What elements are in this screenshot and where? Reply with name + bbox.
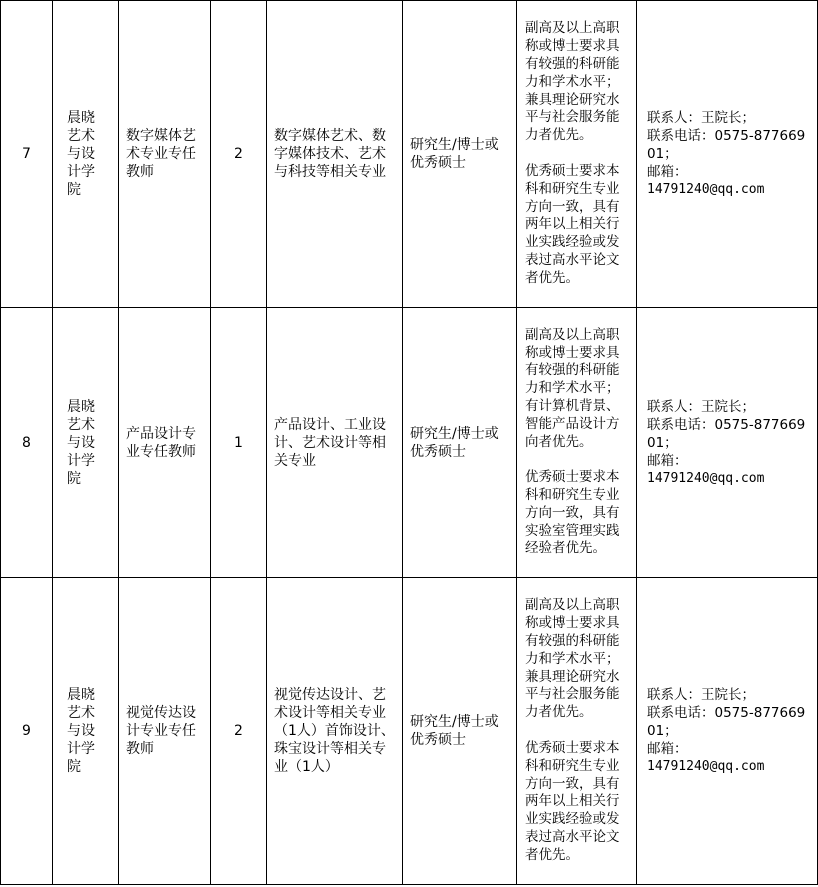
major-requirement: 视觉传达设计、艺术设计等相关专业（1人）首饰设计、珠宝设计等相关专业（1人） <box>267 578 403 885</box>
contact-email-label: 邮箱： <box>647 741 688 757</box>
contact-email: 14791240@qq.com <box>647 759 765 774</box>
hiring-unit: 晨晓艺术与设计学院 <box>53 1 119 308</box>
headcount: 1 <box>211 308 267 578</box>
contact-email-label: 邮箱： <box>647 164 688 180</box>
contact-info <box>637 1 818 308</box>
row-number: 8 <box>1 308 53 578</box>
table-row <box>1 578 818 885</box>
position-name: 视觉传达设计专业专任教师 <box>119 578 211 885</box>
row-number: 9 <box>1 578 53 885</box>
contact-email: 14791240@qq.com <box>647 182 765 197</box>
major-requirement: 产品设计、工业设计、艺术设计等相关专业 <box>267 308 403 578</box>
headcount: 2 <box>211 578 267 885</box>
master-requirement: 优秀硕士要求本科和研究生专业方向一致，具有两年以上相关行业实践经验或发表过高水平论文者优先。 <box>525 740 620 863</box>
education-requirement: 研究生/博士或优秀硕士 <box>403 578 517 885</box>
hiring-unit: 晨晓艺术与设计学院 <box>53 308 119 578</box>
doctor-requirement: 副高及以上高职称或博士要求具有较强的科研能力和学术水平；兼具理论研究水平与社会服务能力者优先。 <box>525 20 620 144</box>
doctor-requirement: 副高及以上高职称或博士要求具有较强的科研能力和学术水平；有计算机背景、智能产品设计方向者优先。 <box>525 326 620 450</box>
other-requirements <box>517 1 637 308</box>
contact-phone: 联系电话：0575-87766901； <box>647 705 806 739</box>
contact-email: 14791240@qq.com <box>647 470 765 486</box>
master-requirement: 优秀硕士要求本科和研究生专业方向一致，具有两年以上相关行业实践经验或发表过高水平论文者优先。 <box>525 163 620 286</box>
contact-phone: 联系电话：0575-87766901； <box>647 128 806 162</box>
contact-info <box>637 578 818 885</box>
table-row <box>1 308 818 578</box>
contact-email-label: 邮箱： <box>647 452 688 469</box>
education-requirement: 研究生/博士或优秀硕士 <box>403 308 517 578</box>
hiring-unit: 晨晓艺术与设计学院 <box>53 578 119 885</box>
other-requirements <box>517 308 637 578</box>
doctor-requirement: 副高及以上高职称或博士要求具有较强的科研能力和学术水平；兼具理论研究水平与社会服务能力者优先。 <box>525 597 620 721</box>
table-row <box>1 1 818 308</box>
contact-info <box>637 308 818 578</box>
contact-phone: 联系电话：0575-87766901； <box>647 416 806 451</box>
major-requirement: 数字媒体艺术、数字媒体技术、艺术与科技等相关专业 <box>267 1 403 308</box>
position-name: 数字媒体艺术专业专任教师 <box>119 1 211 308</box>
headcount: 2 <box>211 1 267 308</box>
other-requirements <box>517 578 637 885</box>
contact-person: 联系人：王院长； <box>647 110 755 126</box>
contact-person: 联系人：王院长； <box>647 687 755 703</box>
education-requirement: 研究生/博士或优秀硕士 <box>403 1 517 308</box>
master-requirement: 优秀硕士要求本科和研究生专业方向一致，具有实验室管理实践经验者优先。 <box>525 469 620 557</box>
row-number: 7 <box>1 1 53 308</box>
position-name: 产品设计专业专任教师 <box>119 308 211 578</box>
contact-person: 联系人：王院长； <box>647 398 755 415</box>
